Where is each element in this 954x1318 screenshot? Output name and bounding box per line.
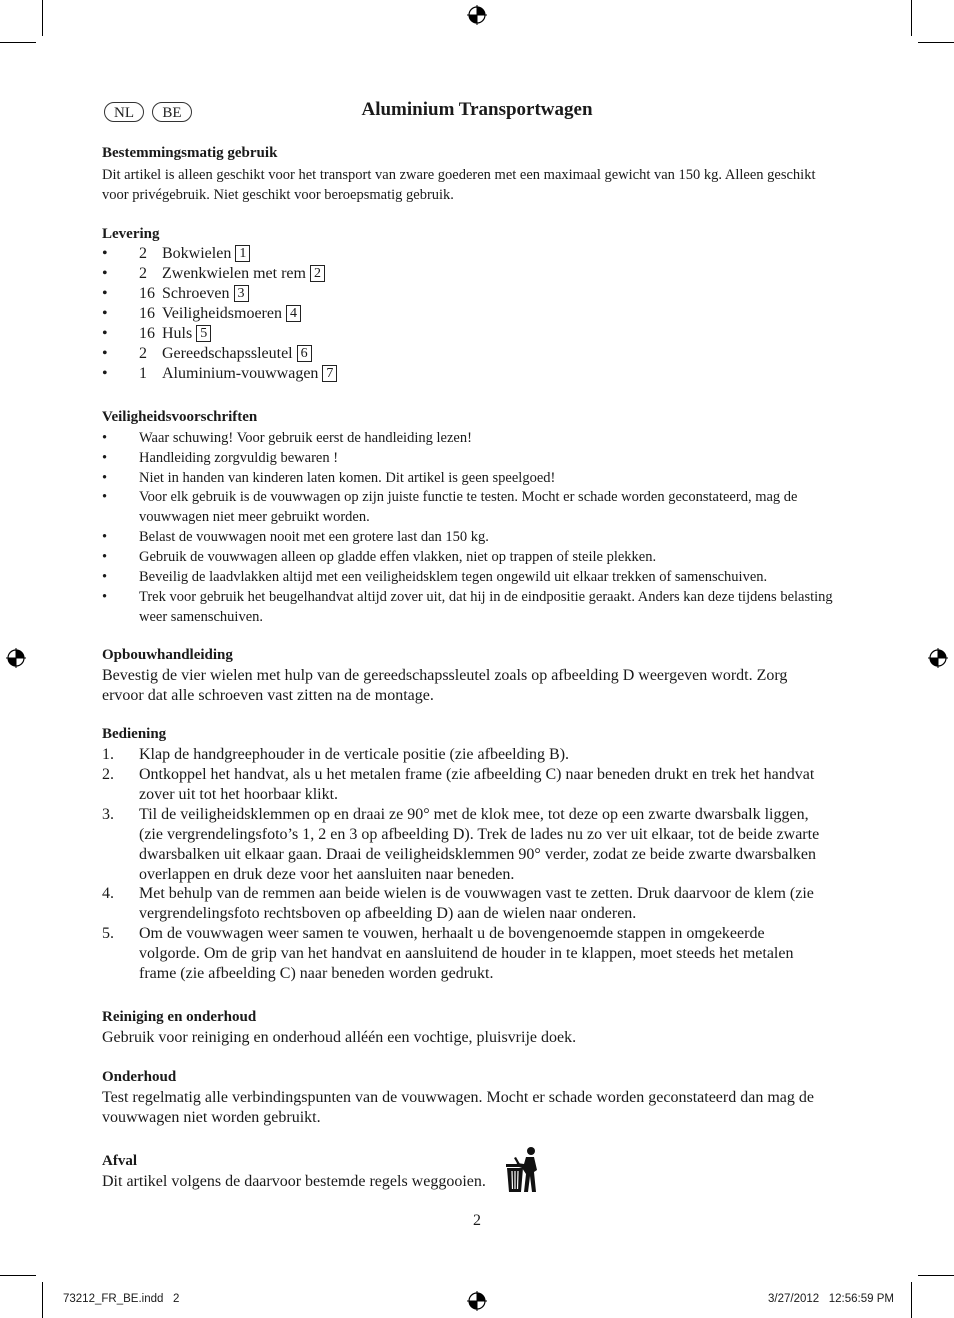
section-heading-intended-use: Bestemmingsmatig gebruik	[102, 145, 278, 161]
bullet: •	[102, 285, 108, 302]
item-name: Zwenkwielen met rem	[162, 265, 306, 282]
disposal-text	[102, 1172, 502, 1192]
bullet: •	[102, 549, 108, 565]
item-name-wrap	[162, 324, 211, 344]
text-line: Handleiding zorgvuldig bewaren !	[139, 450, 339, 466]
section-heading-assembly: Opbouwhandleiding	[102, 647, 233, 663]
text-line: Ontkoppel het handvat, als u het metalen frame (zie afbeelding C) naar beneden drukt en trek het handvat	[139, 766, 815, 783]
text-line: Til de veiligheidsklemmen op en draai ze 90° met de klok mee, tot deze op een zwarte dwarsbalk liggen,	[139, 806, 809, 823]
text-line: dwarsbalken uit elkaar gaan. Draai de veiligheidsklemmen 90° verder, zodat ze beide zwarte dwarsbalken	[139, 846, 817, 863]
language-badge-nl: NL	[104, 102, 144, 122]
text-line: Voor elk gebruik is de vouwwagen op zijn juiste functie te testen. Mocht er schade worden geconstateerd, mag de	[139, 489, 798, 505]
bullet: •	[102, 569, 108, 585]
bullet: •	[102, 489, 108, 505]
step-number: 5.	[102, 925, 114, 942]
item-name: Veiligheidsmoeren	[162, 305, 282, 322]
item-name-wrap	[162, 304, 301, 324]
item-quantity: 2	[139, 245, 147, 262]
crop-mark	[42, 0, 43, 36]
bullet: •	[102, 470, 108, 486]
item-name: Bokwielen	[162, 245, 232, 262]
bullet: •	[102, 265, 108, 282]
text-line: Waar schuwing! Voor gebruik eerst de handleiding lezen!	[139, 430, 472, 446]
text-line: overlappen en druk deze voor het aansluiten naar beneden.	[139, 866, 515, 883]
intended-use-text	[102, 165, 862, 205]
text-line: Dit artikel is alleen geschikt voor het transport van zware goederen met een maximaal gewicht van 150 kg. Alleen geschikt	[102, 167, 816, 183]
text-line: Beveilig de laadvlakken altijd met een veiligheidsklem tegen ongewild uit elkaar trekken of samenschuiven.	[139, 569, 768, 585]
bullet: •	[102, 325, 108, 342]
bullet: •	[102, 245, 108, 262]
bullet: •	[102, 365, 108, 382]
item-number-box: 3	[234, 285, 249, 302]
item-quantity: 16	[139, 325, 155, 342]
waste-bin-icon	[504, 1146, 542, 1194]
crop-mark	[918, 42, 954, 43]
bullet: •	[102, 450, 108, 466]
item-quantity: 16	[139, 305, 155, 322]
crop-mark	[911, 1282, 912, 1318]
step-number: 1.	[102, 746, 114, 763]
step-number: 2.	[102, 766, 114, 783]
maintenance-text	[102, 1088, 862, 1128]
item-name: Gereedschapssleutel	[162, 345, 293, 362]
text-line: Gebruik voor reiniging en onderhoud alléén een vochtige, pluisvrije doek.	[102, 1029, 577, 1046]
section-heading-maintenance: Onderhoud	[102, 1069, 177, 1085]
item-number-box: 5	[196, 325, 211, 342]
registration-mark-icon	[467, 5, 487, 25]
item-name-wrap	[162, 284, 249, 304]
item-quantity: 1	[139, 365, 147, 382]
crop-mark	[918, 1275, 954, 1276]
text-line: vouwwagen niet worden gebruikt.	[102, 1109, 321, 1126]
bullet: •	[102, 430, 108, 446]
text-line: ervoor dat alle schroeven vast zitten na de montage.	[102, 687, 434, 704]
crop-mark	[0, 1275, 36, 1276]
item-number-box: 6	[297, 345, 312, 362]
crop-mark	[911, 0, 912, 36]
section-heading-operation: Bediening	[102, 726, 167, 742]
item-quantity: 16	[139, 285, 155, 302]
item-name-wrap	[162, 364, 337, 384]
item-name: Aluminium-vouwwagen	[162, 365, 319, 382]
item-name-wrap	[162, 244, 250, 264]
section-heading-delivery: Levering	[102, 226, 160, 242]
item-name-wrap	[162, 344, 312, 364]
text-line: Trek voor gebruik het beugelhandvat altijd zover uit, dat hij in de eindpositie geraakt. Anders kan deze tijdens belasting	[139, 589, 833, 605]
text-line: Dit artikel volgens de daarvoor bestemde regels weggooien.	[102, 1173, 486, 1190]
section-heading-disposal: Afval	[102, 1153, 137, 1169]
item-name-wrap	[162, 264, 325, 284]
item-quantity: 2	[139, 345, 147, 362]
page-title: Aluminium Transportwagen	[361, 99, 593, 120]
registration-mark-icon	[928, 648, 948, 668]
text-line: vergrendelingsfoto rechtsboven op afbeelding D) aan de wielen naar onderen.	[139, 905, 637, 922]
text-line: Belast de vouwwagen nooit met een grotere last dan 150 kg.	[139, 529, 489, 545]
text-line: Klap de handgreephouder in de verticale positie (zie afbeelding B).	[139, 746, 570, 763]
text-line: weer samenschuiven.	[139, 609, 264, 625]
item-number-box: 1	[235, 245, 250, 262]
text-line: volgorde. Om de grip van het handvat en aansluitend de houder in te klappen, moet steeds het metalen	[139, 945, 794, 962]
item-number-box: 4	[286, 305, 301, 322]
registration-mark-icon	[6, 648, 26, 668]
text-line: vouwwagen niet meer gebruikt worden.	[139, 509, 370, 525]
text-line: Gebruik de vouwwagen alleen op gladde effen vlakken, niet op trappen of steile plekken.	[139, 549, 657, 565]
item-name: Huls	[162, 325, 193, 342]
item-number-box: 2	[310, 265, 325, 282]
text-line: frame (zie afbeelding C) naar beneden worden gedrukt.	[139, 965, 494, 982]
text-line: Niet in handen van kinderen laten komen. Dit artikel is geen speelgoed!	[139, 470, 556, 486]
text-line: Bevestig de vier wielen met hulp van de gereedschapssleutel zoals op afbeelding D weergeven wordt. Zorg	[102, 667, 788, 684]
footer-timestamp: 3/27/2012 12:56:59 PM	[768, 1293, 894, 1305]
crop-mark	[0, 42, 36, 43]
item-number-box: 7	[322, 365, 337, 382]
language-badge-be: BE	[152, 102, 192, 122]
registration-mark-icon	[467, 1291, 487, 1311]
step-number: 3.	[102, 806, 114, 823]
text-line: voor privégebruik. Niet geschikt voor beroepsmatig gebruik.	[102, 187, 454, 203]
assembly-text	[102, 666, 862, 706]
text-line: Om de vouwwagen weer samen te vouwen, herhaalt u de bovengenoemde stappen in omgekeerde	[139, 925, 765, 942]
bullet: •	[102, 589, 108, 605]
step-number: 4.	[102, 885, 114, 902]
text-line: (zie vergrendelingsfoto’s 1, 2 en 3 op afbeelding D). Trek de lades nu zo ver uit elkaar, tot de beide zwarte	[139, 826, 820, 843]
footer-filename: 73212_FR_BE.indd 2	[63, 1293, 180, 1305]
section-heading-cleaning: Reiniging en onderhoud	[102, 1009, 257, 1025]
text-line: Met behulp van de remmen aan beide wielen is de vouwwagen vast te zetten. Druk daarvoor de klem (zie	[139, 885, 814, 902]
section-heading-safety: Veiligheidsvoorschriften	[102, 409, 258, 425]
bullet: •	[102, 529, 108, 545]
text-line: Test regelmatig alle verbindingspunten van de vouwwagen. Mocht er schade worden geconstateerd dan mag de	[102, 1089, 814, 1106]
crop-mark	[42, 1282, 43, 1318]
page-number: 2	[473, 1212, 481, 1229]
bullet: •	[102, 345, 108, 362]
bullet: •	[102, 305, 108, 322]
item-name: Schroeven	[162, 285, 230, 302]
item-quantity: 2	[139, 265, 147, 282]
text-line: zover uit tot het hoorbaar klikt.	[139, 786, 339, 803]
cleaning-text	[102, 1028, 862, 1048]
